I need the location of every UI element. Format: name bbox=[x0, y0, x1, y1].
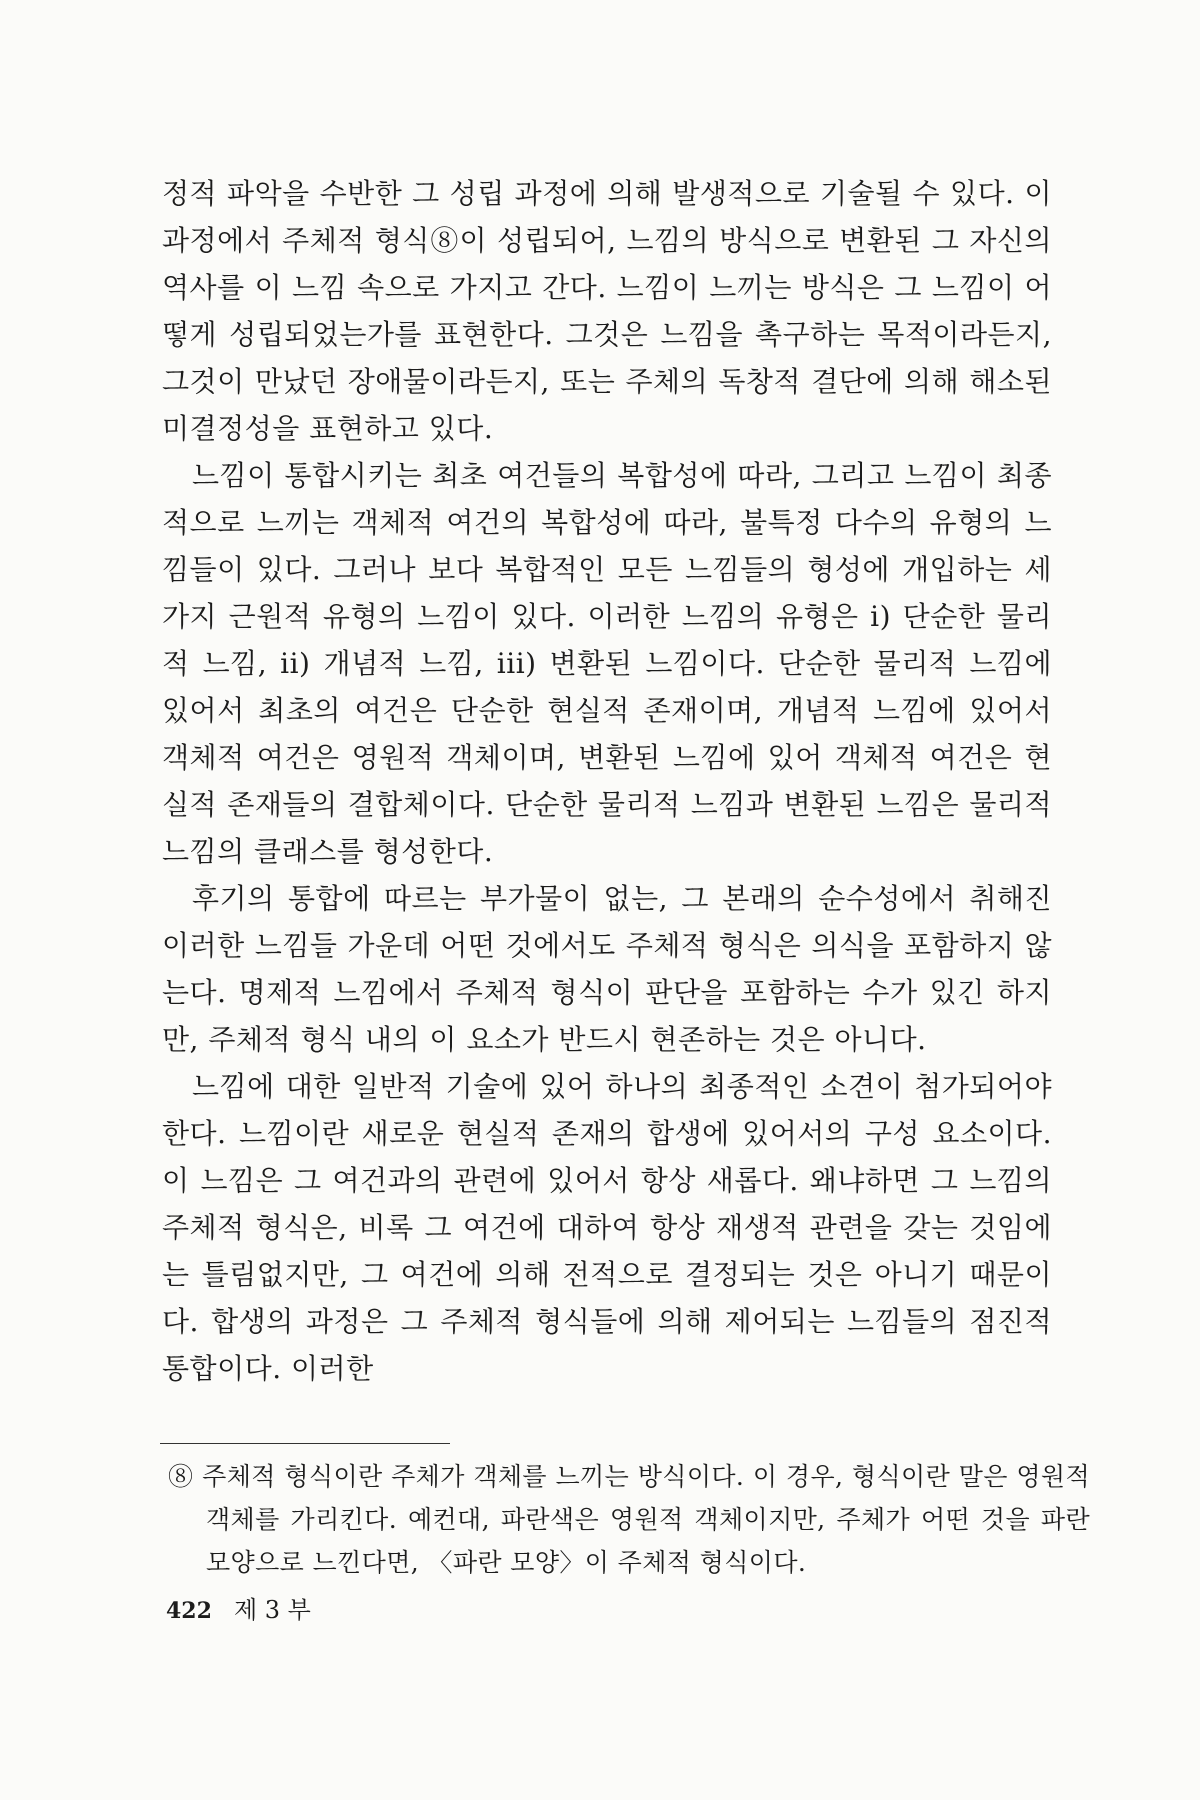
footnote: ⑧ 주체적 형식이란 주체가 객체를 느끼는 방식이다. 이 경우, 형식이란 말은 영원적 객체를 가리킨다. 예컨대, 파란색은 영원적 객체이지만, 주체가 어떤 것을 파란 모양으로 느낀다면, 〈파란 모양〉이 주체적 형식이다. bbox=[168, 1462, 1090, 1577]
paragraph-2: 느낌이 통합시키는 최초 여건들의 복합성에 따라, 그리고 느낌이 최종적으로 느끼는 객체적 여건의 복합성에 따라, 불특정 다수의 유형의 느낌들이 있다. 그러나 보다 복합적인 모든 느낌들의 형성에 개입하는 세 가지 근원적 유형의 느낌이 있다. 이러한 느낌의 유형은 i) 단순한 물리적 느낌, ii) 개념적 느낌, iii) 변환된 느낌이다. 단순한 물리적 느낌에 있어서 최초의 여건은 단순한 현실적 존재이며, 개념적 느낌에 있어서 객체적 여건은 영원적 객체이며, 변환된 느낌에 있어 객체적 여건은 현실적 존재들의 결합체이다. 단순한 물리적 느낌과 변환된 느낌은 물리적 느낌의 클래스를 형성한다. bbox=[162, 459, 1052, 868]
part-label: 제 3 부 bbox=[233, 1596, 311, 1624]
body-text bbox=[162, 170, 1052, 1392]
paragraph-4: 느낌에 대한 일반적 기술에 있어 하나의 최종적인 소견이 첨가되어야 한다. 느낌이란 새로운 현실적 존재의 합생에 있어서의 구성 요소이다. 이 느낌은 그 여건과의 관련에 있어서 항상 새롭다. 왜냐하면 그 느낌의 주체적 형식은, 비록 그 여건에 대하여 항상 재생적 관련을 갖는 것임에는 틀림없지만, 그 여건에 의해 전적으로 결정되는 것은 아니기 때문이다. 합생의 과정은 그 주체적 형식들에 의해 제어되는 느낌들의 점진적 통합이다. 이러한 bbox=[162, 1070, 1052, 1385]
paragraph-3: 후기의 통합에 따르는 부가물이 없는, 그 본래의 순수성에서 취해진 이러한 느낌들 가운데 어떤 것에서도 주체적 형식은 의식을 포함하지 않는다. 명제적 느낌에서 주체적 형식이 판단을 포함하는 수가 있긴 하지만, 주체적 형식 내의 이 요소가 반드시 현존하는 것은 아니다. bbox=[162, 882, 1052, 1056]
page-number: 422 bbox=[166, 1598, 212, 1624]
footnote-divider bbox=[160, 1443, 450, 1444]
paragraph-1: 정적 파악을 수반한 그 성립 과정에 의해 발생적으로 기술될 수 있다. 이 과정에서 주체적 형식⑧이 성립되어, 느낌의 방식으로 변환된 그 자신의 역사를 이 느낌 속으로 가지고 간다. 느낌이 느끼는 방식은 그 느낌이 어떻게 성립되었는가를 표현한다. 그것은 느낌을 촉구하는 목적이라든지, 그것이 만났던 장애물이라든지, 또는 주체의 독창적 결단에 의해 해소된 미결정성을 표현하고 있다. bbox=[162, 177, 1052, 445]
page-footer bbox=[166, 1590, 311, 1625]
